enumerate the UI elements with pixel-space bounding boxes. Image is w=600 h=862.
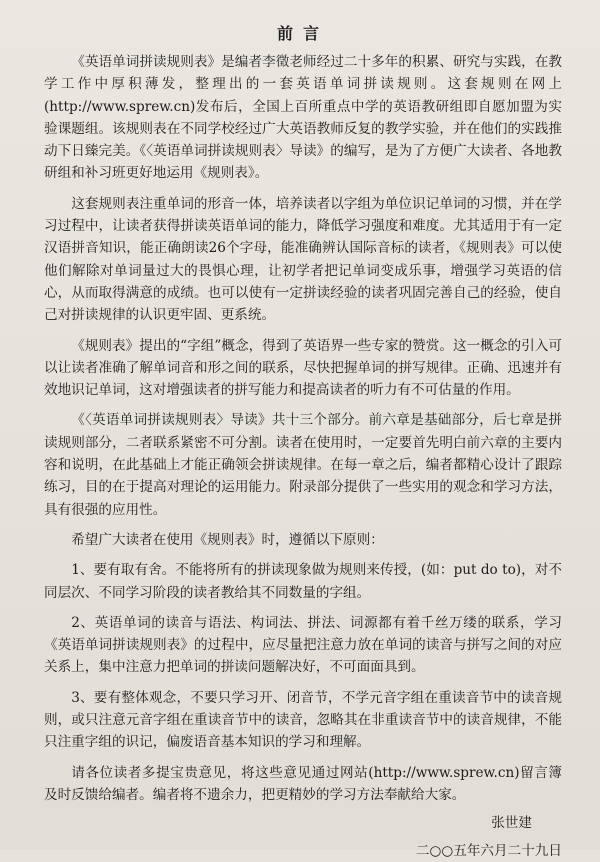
paragraph-feedback: 请各位读者多提宝贵意见，将这些意见通过网站(http://www.sprew.cn)留言簿及时反馈给编者。编者将不遗余力，把更精妙的学习方法奉献给大家。 bbox=[44, 764, 562, 803]
paragraph-principle-2: 2、英语单词的读音与语法、构词法、拼法、词源都有着千丝万缕的联系，学习《英语单词拼读规则表》的过程中，应尽量把注意力放在单词的读音与拼写之间的对应关系上，集中注意力把单词的拼读问题解决好，不可面面具到。 bbox=[44, 614, 562, 676]
signature-date: 二○○五年六月二十九日 bbox=[415, 843, 562, 860]
paragraph-principle-1: 1、要有取有舍。不能将所有的拼读现象做为规则来传授，(如：put do to)，对不同层次、不同学习阶段的读者教给其不同数量的字组。 bbox=[44, 562, 562, 601]
paragraph-word-group: 《规则表》提出的“字组”概念，得到了英语界一些专家的赞赏。这一概念的引入可以让读者准确了解单词音和形之间的联系，尽快把握单词的拼写规律。正确、迅速并有效地识记单词，这对增强读者的拼写能力和提高读者的听力有不可估量的作用。 bbox=[44, 337, 562, 399]
paragraph-principles-intro: 希望广大读者在使用《规则表》时，遵循以下原则： bbox=[71, 531, 384, 548]
paragraph-features: 这套规则表注重单词的形音一体，培养读者以字组为单位识记单词的习惯，并在学习过程中，让读者获得拼读英语单词的能力，降低学习强度和难度。尤其适用于有一定汉语拼音知识，能正确朗读26个字母，能准确辨认国际音标的读者，《规则表》可以使他们解除对单词量过大的畏惧心理，让初学者把记单词变成乐事，增强学习英语的信心，从而取得满意的成绩。也可以使有一定拼读经验的读者巩固完善自己的经验，使自己对拼读规律的认识更牢固、更系统。 bbox=[44, 195, 562, 324]
paragraph-structure: 《〈英语单词拼读规则表〉导读》共十三个部分。前六章是基础部分，后七章是拼读规则部分，二者联系紧密不可分割。读者在使用时，一定要首先明白前六章的主要内容和说明，在此基础上才能正确领会拼读规律。在每一章之后，编者都精心设计了跟踪练习，目的在于提高对理论的运用能力。附录部分提供了一些实用的观念和学习方法，具有很强的应用性。 bbox=[44, 412, 562, 518]
paragraph-intro: 《英语单词拼读规则表》是编者李徵老师经过二十多年的积累、研究与实践，在教学工作中厚积薄发，整理出的一套英语单词拼读规则。这套规则在网上(http://www.sprew.cn)发布后，全国上百所重点中学的英语教研组即自愿加盟为实验课题组。该规则表在不同学校经过广大英语教师反复的教学实验，并在他们的实践推动下日臻完美。《〈英语单词拼读规则表〉导读》的编写，是为了方便广大读者、各地教研组和补习班更好地运用《规则表》。 bbox=[44, 54, 562, 182]
page-title: 前言 bbox=[276, 24, 329, 43]
author-signature: 张世建 bbox=[491, 815, 532, 832]
paragraph-principle-3: 3、要有整体观念，不要只学习开、闭音节，不学元音字组在重读音节中的读音规则，或只注意元音字组在重读音节中的读音，忽略其在非重读音节中的读音规律，不能只注重字组的识记，偏废语音基本知识的学习和理解。 bbox=[44, 689, 562, 751]
